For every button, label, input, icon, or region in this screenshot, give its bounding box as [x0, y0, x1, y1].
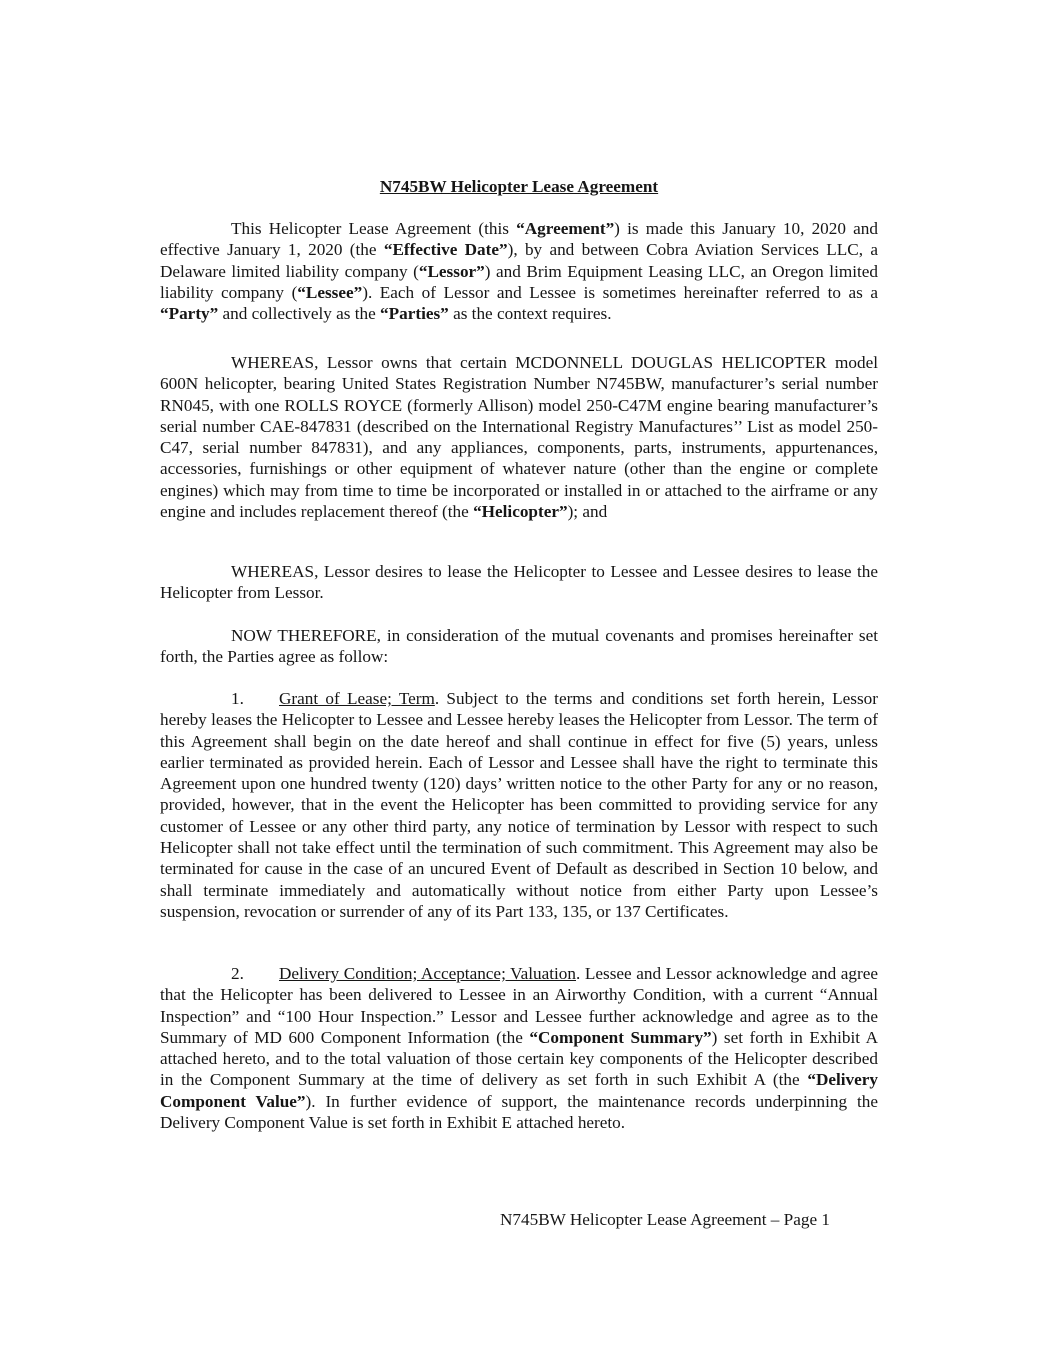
- intro-text: ). Each of Lessor and Lessee is sometimes hereinafter referred to as a: [362, 282, 878, 302]
- defined-term-agreement: “Agreement”: [516, 219, 615, 238]
- intro-text: ) is made this January 10, 2020 and effective January 1, 2020 (the: [160, 219, 878, 260]
- section-1: [160, 688, 878, 922]
- defined-term-lessee: “Lessee”: [297, 282, 363, 302]
- intro-text: as the context requires.: [448, 304, 612, 324]
- defined-term-party: “Party”: [160, 304, 219, 324]
- intro-text: and collectively as the: [218, 304, 381, 324]
- intro-paragraph: [160, 218, 878, 324]
- section-number: 2.: [231, 964, 244, 983]
- intro-text: ), by and between Cobra Aviation Services LLC, a Delaware limited liability company (: [160, 240, 879, 281]
- defined-term-helicopter: “Helicopter”: [473, 502, 568, 522]
- document-title: N745BW Helicopter Lease Agreement: [379, 177, 659, 196]
- defined-term-parties: “Parties”: [380, 304, 449, 324]
- section-2: [160, 963, 878, 1133]
- now-therefore-paragraph: NOW THEREFORE, in consideration of the mutual covenants and promises hereinafter set forth, the Parties agree as follow:: [160, 626, 878, 667]
- defined-term-component-summary: “Component Summary”: [529, 1027, 712, 1047]
- defined-term-lessor: “Lessor”: [418, 261, 485, 281]
- section-text: ). In further evidence of support, the maintenance records underpinning the Delivery Component Value is set forth in Exhibit E attached hereto.: [160, 1091, 878, 1133]
- page-footer: N745BW Helicopter Lease Agreement – Page 1: [500, 1210, 830, 1229]
- section-text: . Subject to the terms and conditions set forth herein, Lessor hereby leases the Helicopter to Lessee and Lessee hereby leases the Helicopter from Lessor. The term of this Agreement shall begin on the date hereof and shall continue in effect for five (5) years, unless earlier terminated as provided herein. Each of Lessor and Lessee shall have the right to terminate this Agreement upon one hundred twenty (120) days’ written notice to the other Party for any or no reason, provided, however, that in the event the Helicopter has been committed to providing service for any customer of Lessee or any other third party, any notice of termination by Lessor with respect to such Helicopter shall not take effect until the termination of such commitment. This Agreement may also be terminated for cause in the case of an uncured Event of Default as described in Section 10 below, and shall terminate immediately and automatically without notice from either Party upon Lessee’s suspension, revocation or surrender of any of its Part 133, 135, or 137 Certificates.: [160, 689, 878, 921]
- section-heading: Grant of Lease; Term: [279, 689, 435, 708]
- whereas-text: ); and: [567, 502, 608, 522]
- defined-term-effective-date: “Effective Date”: [383, 240, 508, 260]
- intro-text: This Helicopter Lease Agreement (this: [231, 219, 517, 238]
- whereas-text: WHEREAS, Lessor owns that certain MCDONNELL DOUGLAS HELICOPTER model 600N helicopter, bearing United States Registration Number N745BW, manufacturer’s serial number RN045, with one ROLLS ROYCE (formerly Allison) model 250-C47M engine bearing manufacturer’s serial number CAE-847831 (described on the International Registry Manufactures’’ List as model 250-C47, serial number 847831), and any appliances, components, parts, instruments, appurtenances, accessories, furnishings or other equipment of whatever nature (other than the engine or complete engines) which may from time to time be incorporated or installed in or attached to the airframe or any engine and includes replacement thereof (the: [160, 353, 878, 522]
- section-heading: Delivery Condition; Acceptance; Valuation: [279, 964, 576, 983]
- defined-term-delivery-component-value: “Delivery Component Value”: [160, 1070, 878, 1111]
- whereas-paragraph-2: WHEREAS, Lessor desires to lease the Helicopter to Lessee and Lessee desires to lease the Helicopter from Lessor.: [160, 562, 878, 603]
- whereas-paragraph-1: [160, 352, 878, 522]
- section-number: 1.: [231, 689, 244, 708]
- section-text: . Lessee and Lessor acknowledge and agree that the Helicopter has been delivered to Lessee in an Airworthy Condition, with a current “Annual Inspection” and “100 Hour Inspection.” Lessor and Lessee further acknowledge and agree as to the Summary of MD 600 Component Information (the: [160, 964, 878, 1047]
- intro-text: ) and Brim Equipment Leasing LLC, an Oregon limited liability company (: [160, 261, 878, 302]
- section-text: ) set forth in Exhibit A attached hereto, and to the total valuation of those certain key components of the Helicopter described in the Component Summary at the time of delivery as set forth in such Exhibit A (the: [160, 1027, 879, 1090]
